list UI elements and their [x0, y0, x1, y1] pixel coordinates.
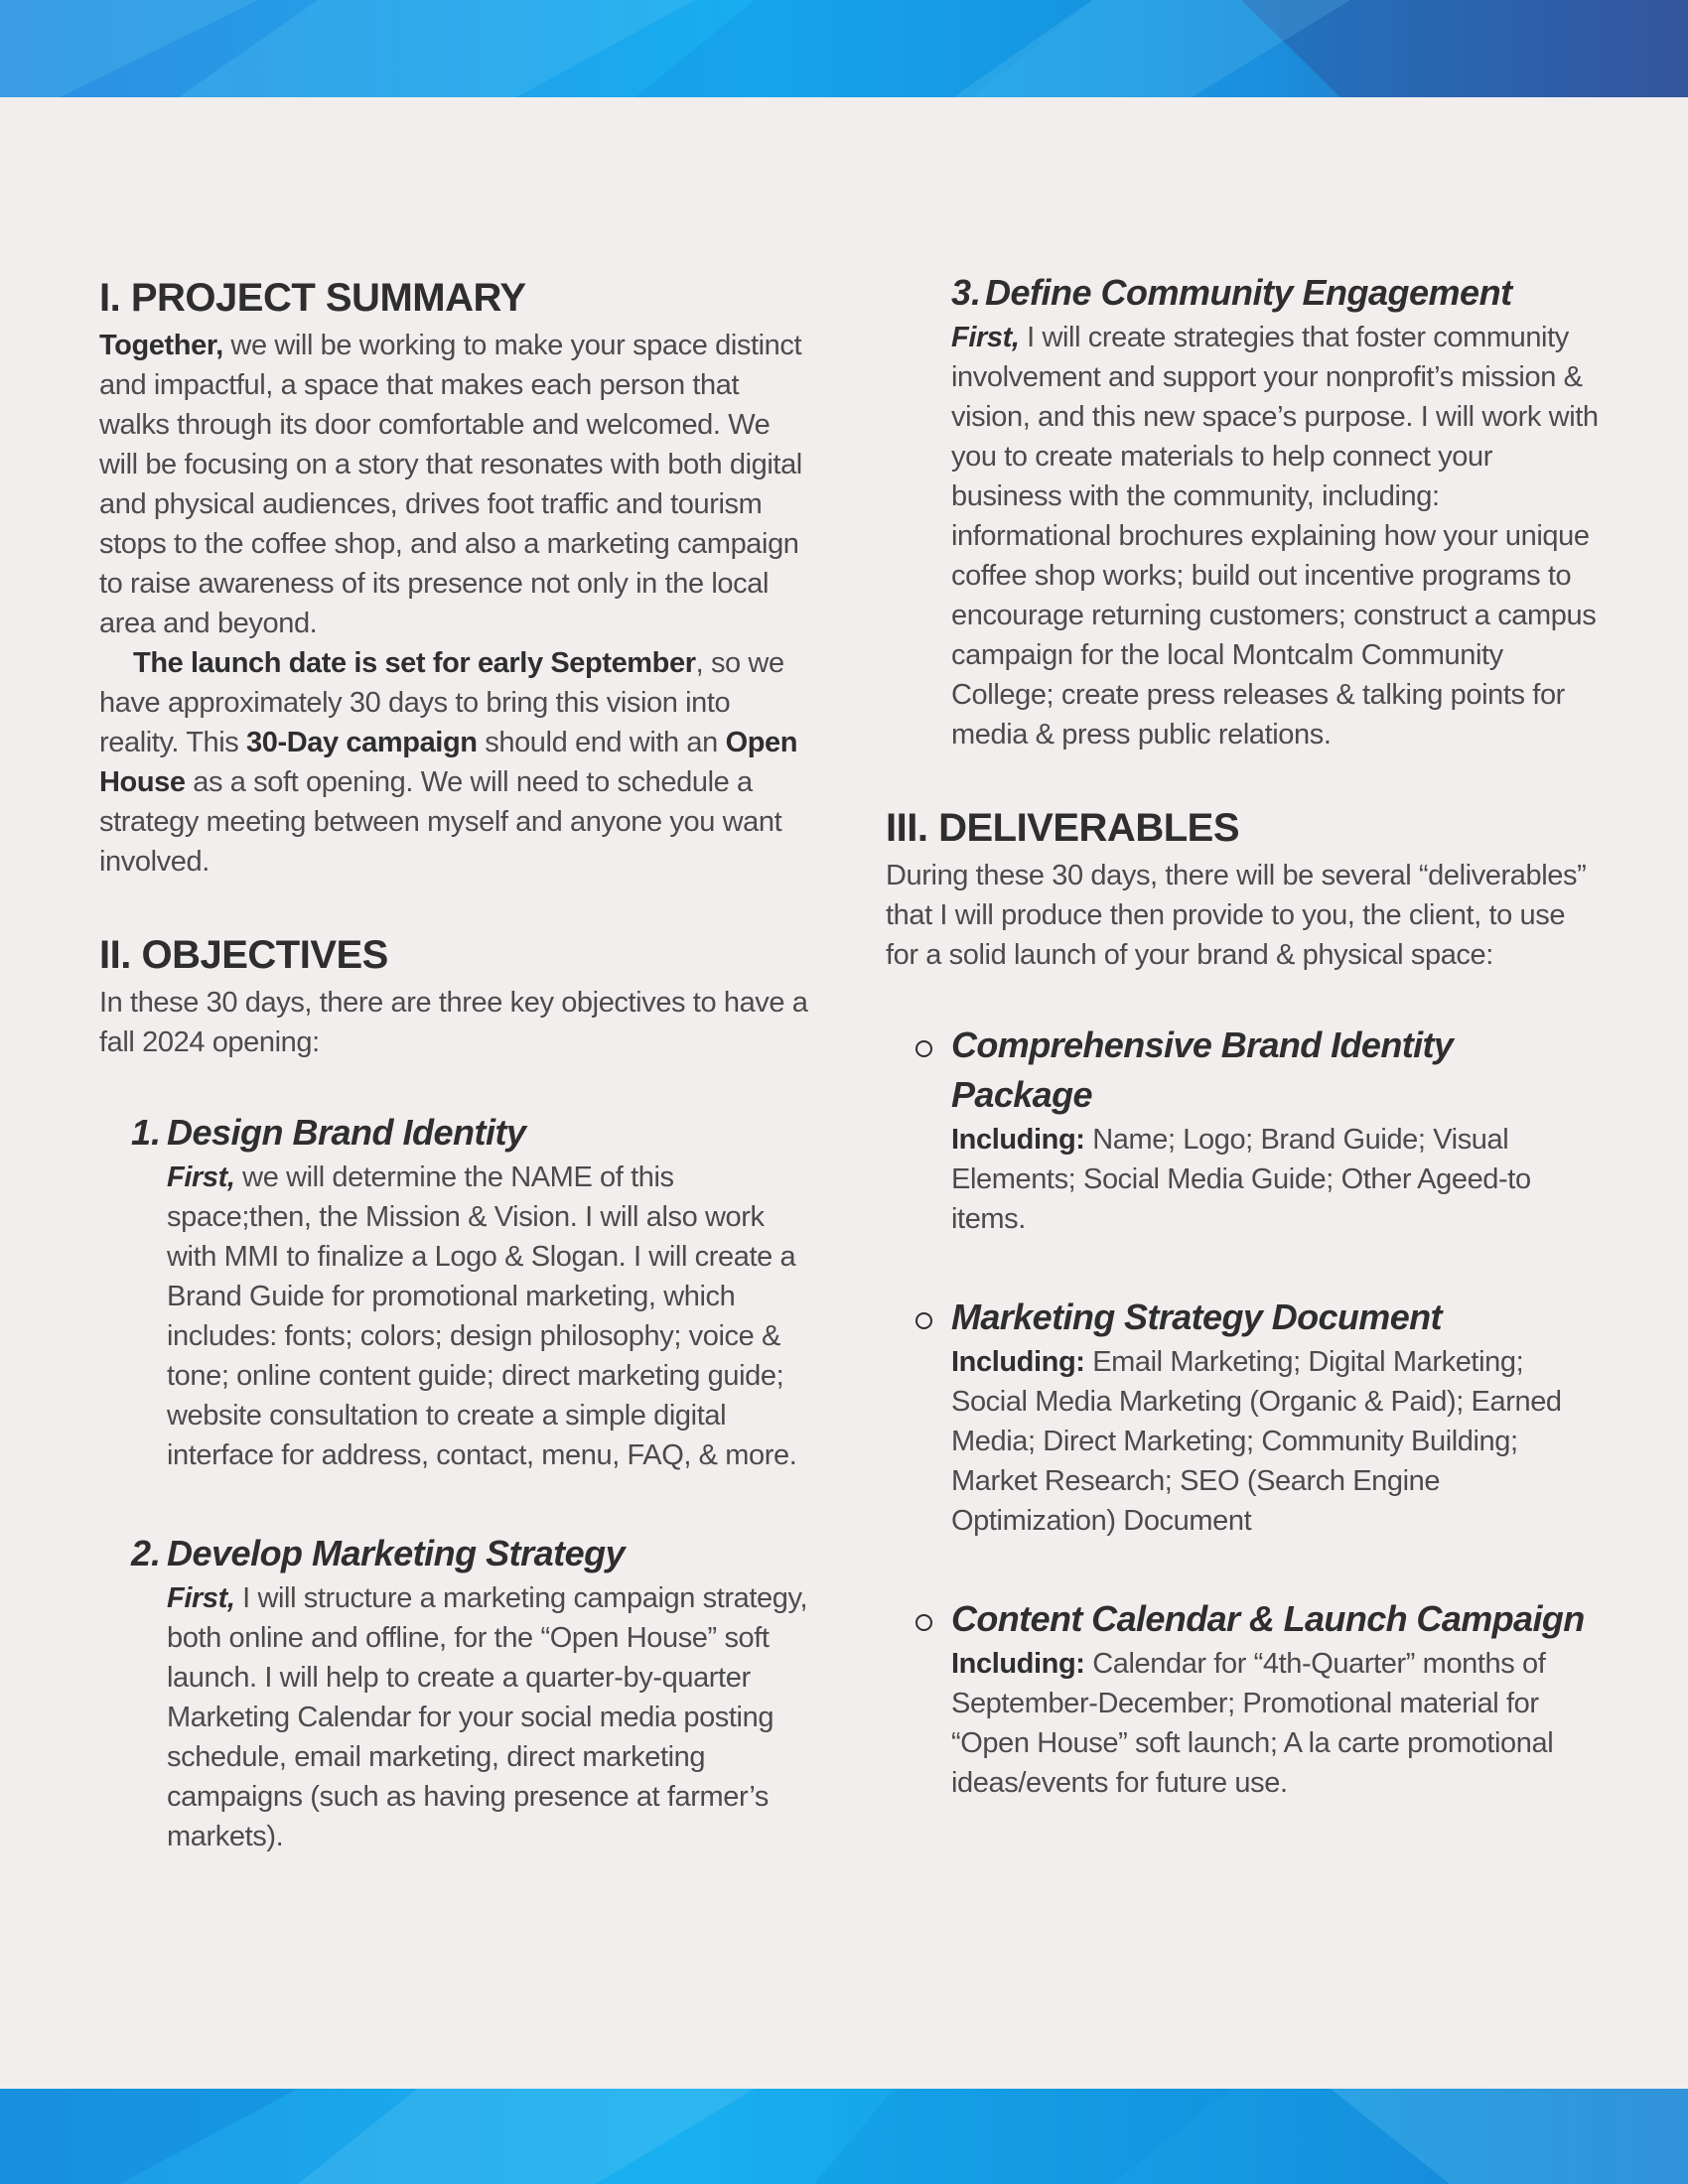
open-house-text: Open House — [99, 727, 798, 798]
project-summary-section — [99, 270, 814, 882]
deliverable-text: Email Marketing; Digital Marketing; Social Media Marketing (Organic & Paid); Earned Media; Direct Marketing; Community Building; Market Research; SEO (Search Engine Optimization) Document — [951, 1346, 1562, 1537]
objective-title: Develop Marketing Strategy — [167, 1533, 626, 1573]
summary-p1-text: we will be working to make your space distinct and impactful, a space that makes each person that walks through its door comfortable and welcomed. We will be focusing on a story that resonates with both digital and physical audiences, drives foot traffic and tourism stops to the coffee shop, and also a marketing campaign to raise awareness of its presence not only in the local area and beyond. — [99, 330, 802, 639]
objective-number: 3. — [951, 272, 982, 313]
objective-item-2 — [99, 1529, 814, 1856]
objectives-intro: In these 30 days, there are three key objectives to have a fall 2024 opening: — [99, 987, 808, 1058]
deliverable-description — [951, 1342, 1601, 1541]
deliverable-text: Calendar for “4th-Quarter” months of September-December; Promotional material for “Open House” soft launch; A la carte promotional ideas/events for future use. — [951, 1648, 1554, 1799]
objective-lead-word: First, — [167, 1582, 235, 1614]
objective-item-3 — [886, 268, 1601, 754]
summary-p2-text-a: , so we have approximately 30 days to bring this vision into reality. This — [99, 647, 784, 758]
campaign-length-text: 30-Day campaign — [246, 727, 478, 758]
summary-p2-text-b: should end with an — [477, 727, 726, 758]
summary-p2-text-c: as a soft opening. We will need to schedule a strategy meeting between myself and anyone you want involved. — [99, 766, 782, 878]
project-summary-heading: I. PROJECT SUMMARY — [99, 276, 526, 320]
deliverables-heading: III. DELIVERABLES — [886, 806, 1239, 850]
circle-bullet-icon — [915, 1040, 932, 1057]
deliverable-text: Name; Logo; Brand Guide; Visual Elements; Social Media Guide; Other Ageed-to items. — [951, 1124, 1531, 1235]
deliverable-lead-word: Including: — [951, 1346, 1085, 1378]
deliverables-intro: During these 30 days, there will be several “deliverables” that I will produce then provide to you, the client, to use for a solid launch of your brand & physical space: — [886, 860, 1587, 971]
objective-text: we will determine the NAME of this space;then, the Mission & Vision. I will also work with MMI to finalize a Logo & Slogan. I will create a Brand Guide for promotional marketing, which includes: fonts; colors; design philosophy; voice & tone; online content guide; direct marketing guide; website consultation to create a simple digital interface for address, contact, menu, FAQ, & more. — [167, 1161, 797, 1471]
deliverable-lead-word: Including: — [951, 1124, 1085, 1156]
launch-date-text: The launch date is set for early September — [133, 647, 696, 679]
objective-description — [951, 318, 1601, 754]
deliverable-title: Comprehensive Brand Identity Package — [951, 1024, 1454, 1115]
objective-description — [167, 1158, 814, 1475]
objectives-section — [99, 927, 814, 1856]
objective-text: I will structure a marketing campaign strategy, both online and offline, for the “Open House” soft launch. I will help to create a quarter-by-quarter Marketing Calendar for your social media posting schedule, email marketing, direct marketing campaigns (such as having presence at farmer’s markets). — [167, 1582, 808, 1852]
objective-number: 1. — [131, 1112, 162, 1153]
deliverable-item-1 — [886, 1021, 1601, 1239]
objective-title: Define Community Engagement — [985, 272, 1512, 313]
footer-banner — [0, 2089, 1688, 2184]
summary-paragraph-1 — [99, 326, 814, 643]
deliverable-item-2 — [886, 1293, 1601, 1541]
objective-description — [167, 1578, 814, 1856]
left-column — [99, 270, 814, 1856]
deliverable-lead-word: Including: — [951, 1648, 1085, 1680]
circle-bullet-icon — [915, 1614, 932, 1631]
objective-number: 2. — [131, 1533, 162, 1573]
deliverable-title: Content Calendar & Launch Campaign — [951, 1598, 1585, 1639]
deliverable-item-3 — [886, 1594, 1601, 1803]
summary-paragraph-2 — [99, 643, 814, 882]
right-column — [886, 268, 1601, 1803]
objectives-heading: II. OBJECTIVES — [99, 933, 388, 977]
summary-lead-word: Together, — [99, 330, 223, 361]
deliverables-section — [886, 800, 1601, 1803]
objective-lead-word: First, — [951, 322, 1020, 353]
circle-bullet-icon — [915, 1312, 932, 1329]
deliverable-title: Marketing Strategy Document — [951, 1297, 1442, 1337]
objective-title: Design Brand Identity — [167, 1112, 526, 1153]
deliverable-description — [951, 1644, 1601, 1803]
deliverable-description — [951, 1120, 1601, 1239]
objective-lead-word: First, — [167, 1161, 235, 1193]
header-banner — [0, 0, 1688, 97]
objective-text: I will create strategies that foster community involvement and support your nonprofit’s mission & vision, and this new space’s purpose. I will work with you to create materials to help connect your business with the community, including: informational brochures explaining how your unique coffee shop works; build out incentive programs to encourage returning customers; construct a campus campaign for the local Montcalm Community College; create press releases & talking points for media & press public relations. — [951, 322, 1599, 751]
objective-item-1 — [99, 1108, 814, 1475]
